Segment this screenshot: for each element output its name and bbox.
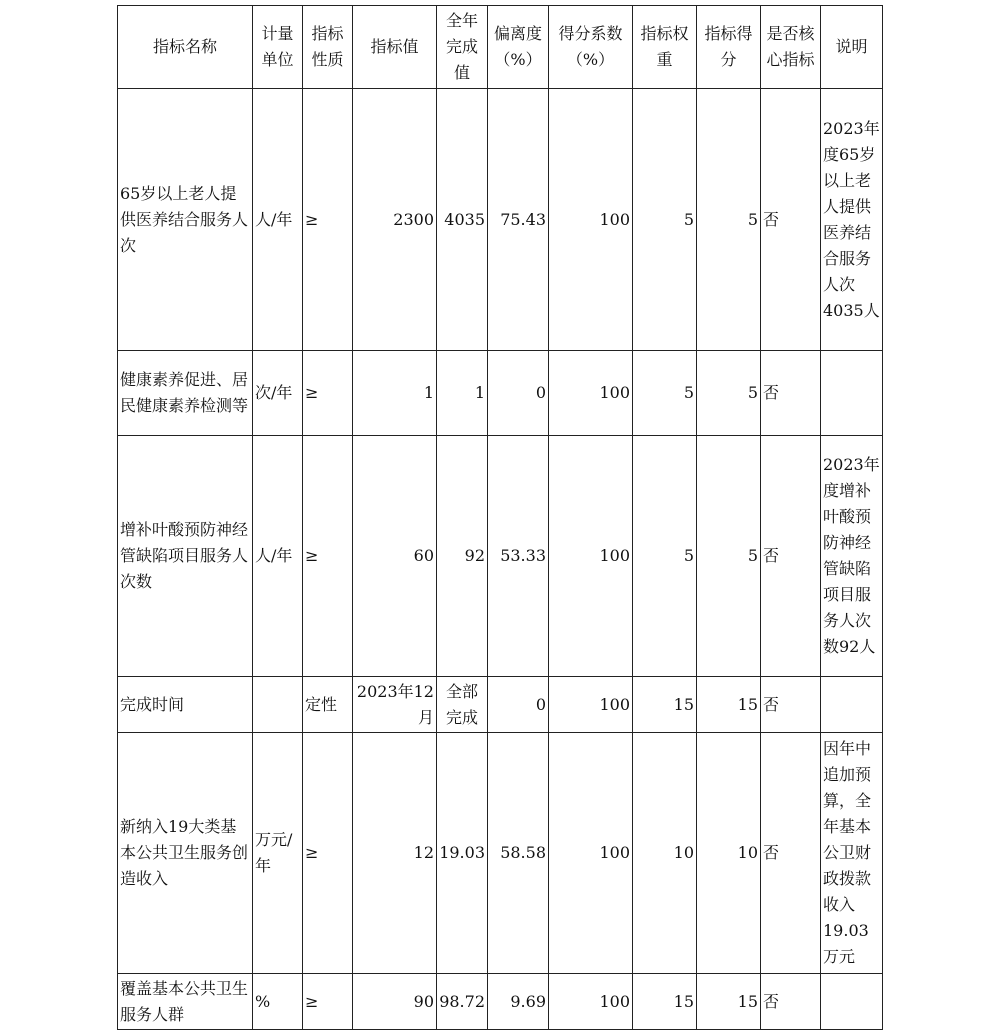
performance-table (117, 5, 883, 1030)
cell-coef: 100 (549, 351, 633, 436)
header-row (118, 6, 883, 89)
cell-actual: 1 (437, 351, 488, 436)
cell-unit: 人/年 (253, 89, 303, 351)
cell-name: 健康素养促进、居民健康素养检测等 (118, 351, 253, 436)
cell-note (821, 351, 883, 436)
cell-target: 2023年12月 (353, 677, 437, 733)
header-nature: 指标性质 (303, 6, 353, 89)
cell-score: 15 (697, 974, 761, 1030)
cell-weight: 10 (633, 733, 697, 974)
cell-score: 5 (697, 89, 761, 351)
header-note: 说明 (821, 6, 883, 89)
cell-note (821, 974, 883, 1030)
cell-unit: % (253, 974, 303, 1030)
cell-core: 否 (761, 351, 821, 436)
cell-core: 否 (761, 974, 821, 1030)
cell-deviation: 58.58 (488, 733, 549, 974)
cell-core: 否 (761, 733, 821, 974)
cell-actual: 全部完成 (437, 677, 488, 733)
cell-weight: 5 (633, 351, 697, 436)
cell-weight: 15 (633, 677, 697, 733)
cell-core: 否 (761, 436, 821, 677)
cell-unit: 万元/年 (253, 733, 303, 974)
header-unit: 计量单位 (253, 6, 303, 89)
cell-coef: 100 (549, 89, 633, 351)
cell-target: 90 (353, 974, 437, 1030)
header-target: 指标值 (353, 6, 437, 89)
header-coef: 得分系数（%） (549, 6, 633, 89)
cell-unit (253, 677, 303, 733)
header-actual: 全年完成值 (437, 6, 488, 89)
cell-name: 覆盖基本公共卫生服务人群 (118, 974, 253, 1030)
cell-score: 5 (697, 351, 761, 436)
table-row (118, 677, 883, 733)
cell-core: 否 (761, 89, 821, 351)
cell-deviation: 53.33 (488, 436, 549, 677)
cell-deviation: 9.69 (488, 974, 549, 1030)
cell-coef: 100 (549, 733, 633, 974)
table-row (118, 733, 883, 974)
table-row (118, 974, 883, 1030)
cell-deviation: 0 (488, 351, 549, 436)
cell-core: 否 (761, 677, 821, 733)
cell-target: 12 (353, 733, 437, 974)
cell-actual: 4035 (437, 89, 488, 351)
cell-name: 65岁以上老人提供医养结合服务人次 (118, 89, 253, 351)
table-row (118, 89, 883, 351)
cell-actual: 92 (437, 436, 488, 677)
cell-score: 15 (697, 677, 761, 733)
cell-coef: 100 (549, 974, 633, 1030)
cell-nature: ≥ (303, 974, 353, 1030)
cell-note: 2023年度65岁以上老人提供医养结合服务人次4035人 (821, 89, 883, 351)
table-row (118, 436, 883, 677)
cell-name: 完成时间 (118, 677, 253, 733)
cell-note: 因年中追加预算，全年基本公卫财政拨款收入19.03万元 (821, 733, 883, 974)
cell-note (821, 677, 883, 733)
cell-deviation: 75.43 (488, 89, 549, 351)
cell-nature: ≥ (303, 89, 353, 351)
cell-actual: 98.72 (437, 974, 488, 1030)
cell-name: 增补叶酸预防神经管缺陷项目服务人次数 (118, 436, 253, 677)
header-deviation: 偏离度（%） (488, 6, 549, 89)
cell-name: 新纳入19大类基本公共卫生服务创造收入 (118, 733, 253, 974)
cell-weight: 5 (633, 89, 697, 351)
cell-target: 1 (353, 351, 437, 436)
cell-weight: 5 (633, 436, 697, 677)
cell-nature: ≥ (303, 733, 353, 974)
cell-unit: 人/年 (253, 436, 303, 677)
header-indicator-name: 指标名称 (118, 6, 253, 89)
cell-nature: 定性 (303, 677, 353, 733)
cell-nature: ≥ (303, 436, 353, 677)
cell-unit: 次/年 (253, 351, 303, 436)
cell-note: 2023年度增补叶酸预防神经管缺陷项目服务人次数92人 (821, 436, 883, 677)
header-weight: 指标权重 (633, 6, 697, 89)
cell-actual: 19.03 (437, 733, 488, 974)
table-row (118, 351, 883, 436)
header-core: 是否核心指标 (761, 6, 821, 89)
cell-nature: ≥ (303, 351, 353, 436)
cell-target: 2300 (353, 89, 437, 351)
cell-coef: 100 (549, 677, 633, 733)
cell-target: 60 (353, 436, 437, 677)
cell-score: 5 (697, 436, 761, 677)
cell-score: 10 (697, 733, 761, 974)
cell-weight: 15 (633, 974, 697, 1030)
header-score: 指标得分 (697, 6, 761, 89)
cell-deviation: 0 (488, 677, 549, 733)
cell-coef: 100 (549, 436, 633, 677)
